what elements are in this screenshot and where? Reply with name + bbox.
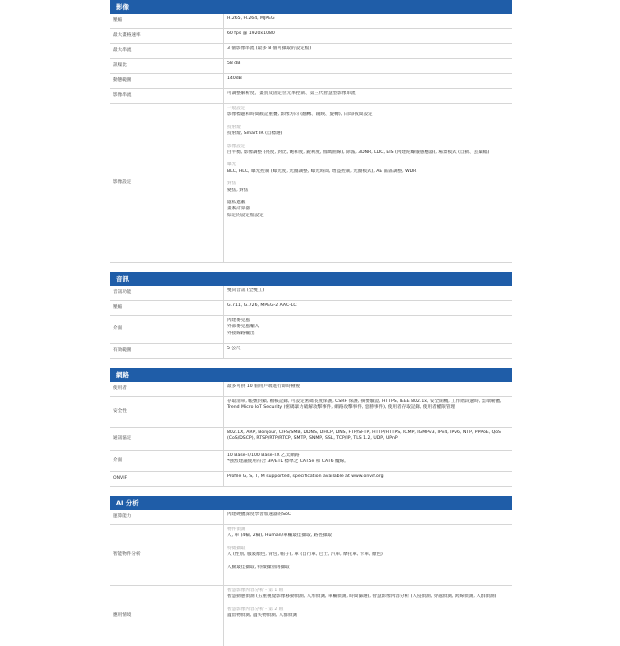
spec-value-text: 雙向音訊 (全雙工)	[227, 288, 265, 293]
spec-row	[110, 59, 512, 74]
spec-value	[223, 59, 512, 73]
spec-row	[110, 586, 512, 646]
section-header-video: 影像	[110, 0, 512, 14]
spec-row	[110, 525, 512, 586]
spec-value-text: 人 (性別, 服裝顏色, 背包, 帽子), 車 (自行車, 巴士, 汽車, 摩托車, 卡車, 顏色)	[227, 552, 383, 558]
spec-row	[110, 14, 512, 29]
spec-key: 使用者	[113, 385, 127, 391]
spec-key: 介面	[113, 326, 123, 332]
spec-value-text: 內建麥克風	[227, 318, 250, 323]
spec-value-text: 變焦, 對焦	[227, 187, 249, 193]
spec-value	[223, 286, 512, 300]
spec-value	[223, 525, 512, 585]
spec-value-text: 802.1X, ARP, Bonjour, CIFS/SMB, DDNS, DHCP, DNS, FTP/SFTP, HTTP/HTTPS, ICMP, IGMPv3, IPv4, IPv6, NTP, PPPoE, QoS (CoS/DSCP), RTSP/RTP/RTCP, SMTP, SNMP, SSL, TCP/IP, TLS 1.2, UDP, UPnP	[227, 430, 501, 442]
spec-key: ONVIF	[113, 475, 128, 481]
spec-value-text: 140dB	[227, 76, 242, 81]
subheading: 特徵擷取	[227, 545, 246, 551]
subheading: 智慧影像內容分析 - 第 1 組	[227, 588, 284, 593]
spec-value	[223, 29, 512, 43]
spec-value-text: 外部麥克風輸入	[227, 324, 260, 330]
spec-key: 影像設定	[113, 179, 132, 185]
spec-sheet	[110, 0, 512, 646]
spec-value	[223, 301, 512, 315]
spec-value-text: G.711, G.726, MPEG-2 AAC-LC	[227, 303, 297, 308]
spec-row	[110, 428, 512, 451]
spec-value-text: 白平衡, 影像調整 (亮度, 對比, 飽和度, 銳利度, 伽瑪曲線), 除霧, 3DNR, LDC, EIS (內建陀螺儀感應器), 場景模式 (自動、丟棄幅)	[227, 150, 490, 156]
subheading: 投射燈	[227, 124, 241, 130]
spec-value-text: 3 個影像串流 (最多 8 個可擷取的設定檔)	[227, 46, 312, 51]
spec-key: 壓縮	[113, 304, 123, 310]
section-header-ai: AI 分析	[110, 496, 512, 510]
subheading: 對焦	[227, 181, 237, 187]
spec-value-text: BLC, HLC, 曝光控制 (曝光度, 光圈調整, 曝光時間, 增益控制, 光圈模式), AE 區區調整, WDR	[227, 168, 417, 174]
spec-row	[110, 89, 512, 104]
spec-row	[110, 397, 512, 428]
spec-value-text: 5 公尺	[227, 346, 241, 351]
spec-value	[223, 14, 512, 28]
spec-key: 介面	[113, 457, 123, 463]
spec-value-text: 存取清單, 帳號封鎖, 稽核記錄, 可設定密碼長度保護, CSRF 保護, 摘要驗證, HTTPS, IEEE 802.1x, 安全開機, 工作階段逾時, 雲端韌體, Trend Micro IoT Security (密碼暴力破解攻擊事件, 網路攻擊事件, 惡勝事件), 使用者存取記錄, 使用者權限管理	[227, 399, 502, 411]
spec-value-text: 60 fps @ 1920x1080	[227, 31, 275, 36]
spec-value	[223, 316, 512, 343]
spec-key: 訊噪比	[113, 62, 127, 68]
spec-value	[223, 344, 512, 358]
spec-value-text: 可調整解析度、畫質及固定位元率控制、第三代智慧型影像串流	[227, 91, 356, 96]
spec-row	[110, 286, 512, 301]
spec-row	[110, 301, 512, 316]
spec-value	[223, 586, 512, 646]
spec-row	[110, 29, 512, 44]
spec-value-text: 10 Base-T/100 Base-TX 乙太網路	[227, 453, 300, 458]
spec-key: 通訊協定	[113, 435, 132, 441]
spec-value-text: 畫素計算器	[227, 206, 250, 212]
spec-value-text: 投射燈, Smart IR (自標選)	[227, 131, 283, 137]
spec-value	[223, 74, 512, 88]
subheading: 一般設定	[227, 106, 246, 111]
spec-value	[223, 397, 512, 427]
spec-value-text: Profile G, S, T, M supported, specification available at www.onvif.org	[227, 474, 384, 479]
spec-value	[223, 472, 512, 486]
spec-key: 智能物件分析	[113, 551, 141, 557]
section-header-network: 網路	[110, 368, 512, 382]
spec-key: 最大串流	[113, 47, 132, 53]
spec-value-text: 人臉最佳擷取, 特徵擷別再擷取	[227, 564, 290, 570]
spec-row	[110, 44, 512, 59]
spec-key: 動態範圍	[113, 77, 132, 83]
spec-value-text: *強烈建議使用符合 3P/ETL 標準之 CAT5e 和 CAT6 纜線。	[227, 459, 349, 465]
spec-value-text: 58 dB	[227, 61, 241, 66]
spec-value	[223, 382, 512, 396]
subheading: 智慧影像內容分析 - 第 2 組	[227, 606, 284, 612]
spec-value	[223, 428, 512, 450]
spec-value-text: 最多可供 10 個用戶端進行即時檢視	[227, 384, 301, 389]
section-header-audio: 音訊	[110, 272, 512, 286]
spec-row	[110, 382, 512, 397]
spec-row	[110, 472, 512, 487]
spec-row	[110, 74, 512, 89]
subheading: 影像設定	[227, 143, 246, 149]
spec-value	[223, 89, 512, 103]
spec-row	[110, 510, 512, 525]
spec-value-text: 人, 車 (4輪, 2輪), Human/車輛最佳擷取, 路徑擷取	[227, 533, 333, 539]
spec-key: 應用情境	[113, 612, 132, 618]
spec-value-text: 隱私遮蔽	[227, 200, 246, 206]
spec-value-text: 內建硬體深度學習加速器的SoC	[227, 512, 292, 517]
spec-key: 壓縮	[113, 17, 123, 23]
spec-key: 最大畫格速率	[113, 32, 141, 38]
spec-value	[223, 104, 512, 262]
spec-value	[223, 44, 512, 58]
spec-row	[110, 316, 512, 344]
spec-key: 有效範圍	[113, 347, 132, 353]
spec-key: 影像串流	[113, 92, 132, 98]
spec-value-text: 影像標題和時間戳記重疊, 影像方向 (翻轉、鏡映、旋轉), 日間/夜間設定	[227, 112, 373, 118]
spec-row-image-settings	[110, 104, 512, 263]
spec-value	[223, 510, 512, 524]
spec-key: 運算能力	[113, 513, 132, 519]
spec-value-text: H.265, H.264, MJPEG	[227, 16, 275, 21]
spec-key: 安全性	[113, 408, 127, 414]
subheading: 物件偵測	[227, 527, 246, 532]
spec-value-text: 外接線路輸出	[227, 330, 255, 336]
spec-value	[223, 451, 512, 471]
spec-row	[110, 451, 512, 472]
subheading: 曝光	[227, 162, 237, 168]
spec-row	[110, 344, 512, 359]
spec-value-text: 綜定的設定檔設定	[227, 212, 264, 218]
spec-key: 音訊功能	[113, 289, 132, 295]
spec-value-text: 智慧動態偵測 (五重視覺影像移動偵測, 人形偵測, 車輛偵測, 時間篩選), 智慧影像內容分析 (人侵偵測, 穿越偵測, 跨線偵測, 人群偵測)	[227, 594, 497, 600]
spec-value-text: 遺留物偵測, 遺失物偵測, 人群偵測	[227, 613, 298, 619]
